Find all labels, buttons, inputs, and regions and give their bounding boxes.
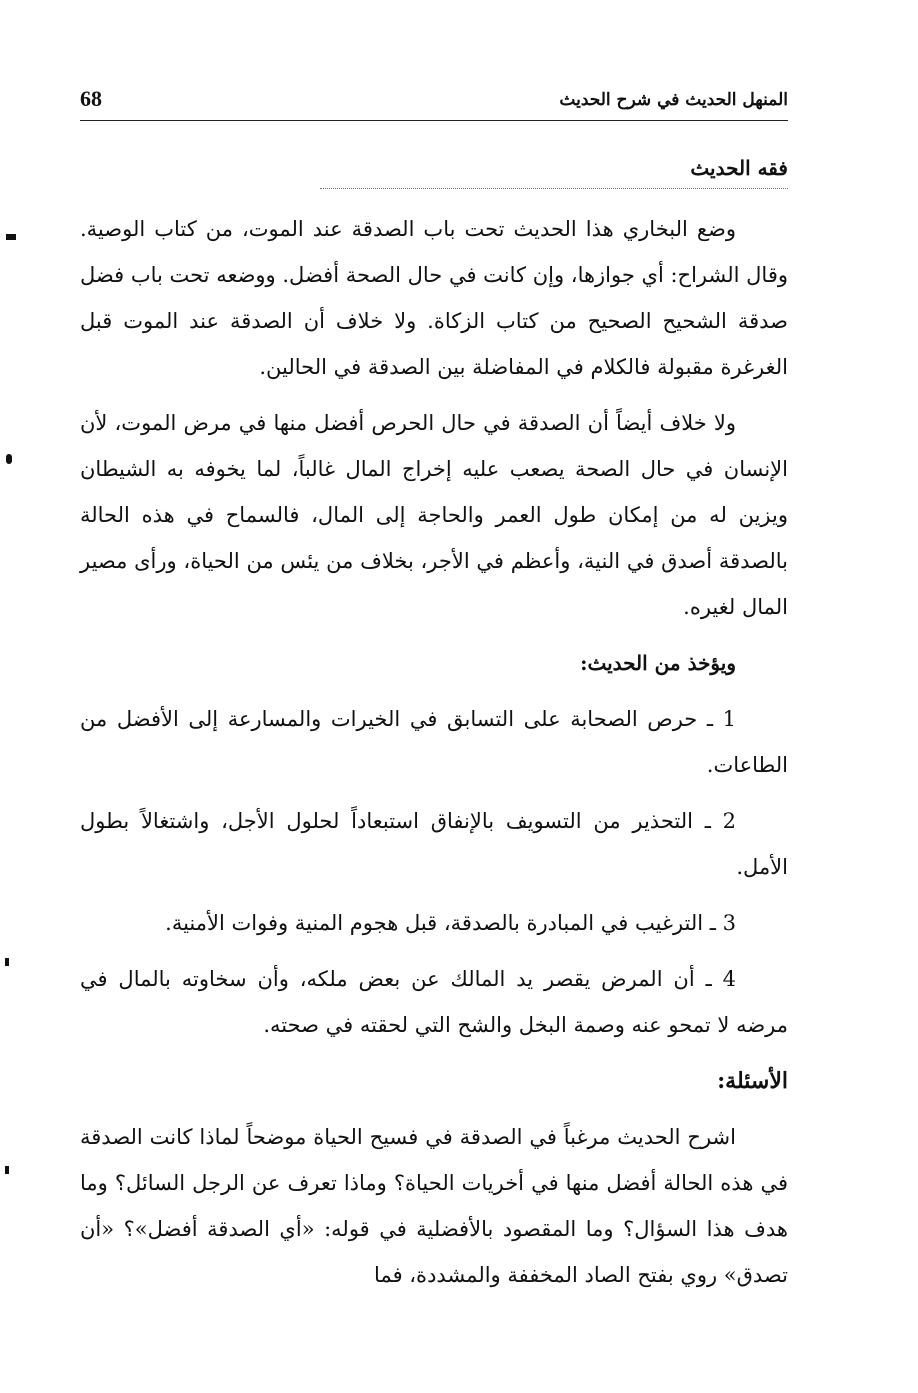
lesson-item-1: 1 ـ حرص الصحابة على التسابق في الخيرات والمسارعة إلى الأفضل من الطاعات. bbox=[80, 707, 788, 777]
page-header bbox=[80, 84, 788, 121]
paragraph-1: وضع البخاري هذا الحديث تحت باب الصدقة عند الموت، من كتاب الوصية. وقال الشراح: أي جوازها، وإن كانت في حال الصحة أفضل. ووضعه تحت باب فضل صدقة الشحيح الصحيح من كتاب الزكاة. ولا خلاف أن الصدقة عند الموت قبل الغرغرة مقبولة فالكلام في المفاضلة بين الصدقة في الحالين. bbox=[79, 217, 788, 379]
lessons-heading: ويؤخذ من الحديث: bbox=[580, 651, 736, 675]
margin-mark bbox=[5, 958, 9, 966]
lesson-item-2: 2 ـ التحذير من التسويف بالإنفاق استبعاداً لحلول الأجل، واشتغالاً بطول الأمل. bbox=[80, 809, 788, 879]
running-title: المنهل الحديث في شرح الحديث bbox=[559, 90, 788, 110]
paragraph-2: ولا خلاف أيضاً أن الصدقة في حال الحرص أفضل منها في مرض الموت، لأن الإنسان في حال الصحة يصعب عليه إخراج المال غالباً، لما يخوفه به الشيطان ويزين له من إمكان طول العمر والحاجة إلى المال، فالسماح في هذه الحالة بالصدقة أصدق في النية، وأعظم في الأجر، بخلاف من يئس من الحياة، ورأى مصير المال لغيره. bbox=[80, 411, 788, 619]
margin-mark bbox=[6, 234, 16, 240]
lesson-item-4: 4 ـ أن المرض يقصر يد المالك عن بعض ملكه، وأن سخاوته بالمال في مرضه لا تمحو عنه وصمة البخل والشح التي لحقته في صحته. bbox=[80, 967, 788, 1037]
questions-heading: الأسئلة: bbox=[717, 1068, 788, 1094]
section-heading: فقه الحديث bbox=[690, 156, 788, 180]
page-body bbox=[80, 206, 788, 1308]
questions-text: اشرح الحديث مرغباً في الصدقة في فسيح الحياة موضحاً لماذا كانت الصدقة في هذه الحالة أفضل منها في أخريات الحياة؟ وماذا تعرف عن الرجل السائل؟ وما هدف هذا السؤال؟ وما المقصود بالأفضلية في قوله: «أي الصدقة أفضل»؟ «أن تصدق» روي بفتح الصاد المخففة والمشددة، فما bbox=[80, 1125, 788, 1287]
margin-mark bbox=[5, 1166, 9, 1174]
heading-underline bbox=[320, 188, 788, 189]
page-number: 68 bbox=[80, 86, 102, 111]
margin-mark bbox=[6, 454, 12, 464]
lesson-item-3: 3 ـ الترغيب في المبادرة بالصدقة، قبل هجوم المنية وفوات الأمنية. bbox=[165, 911, 736, 935]
